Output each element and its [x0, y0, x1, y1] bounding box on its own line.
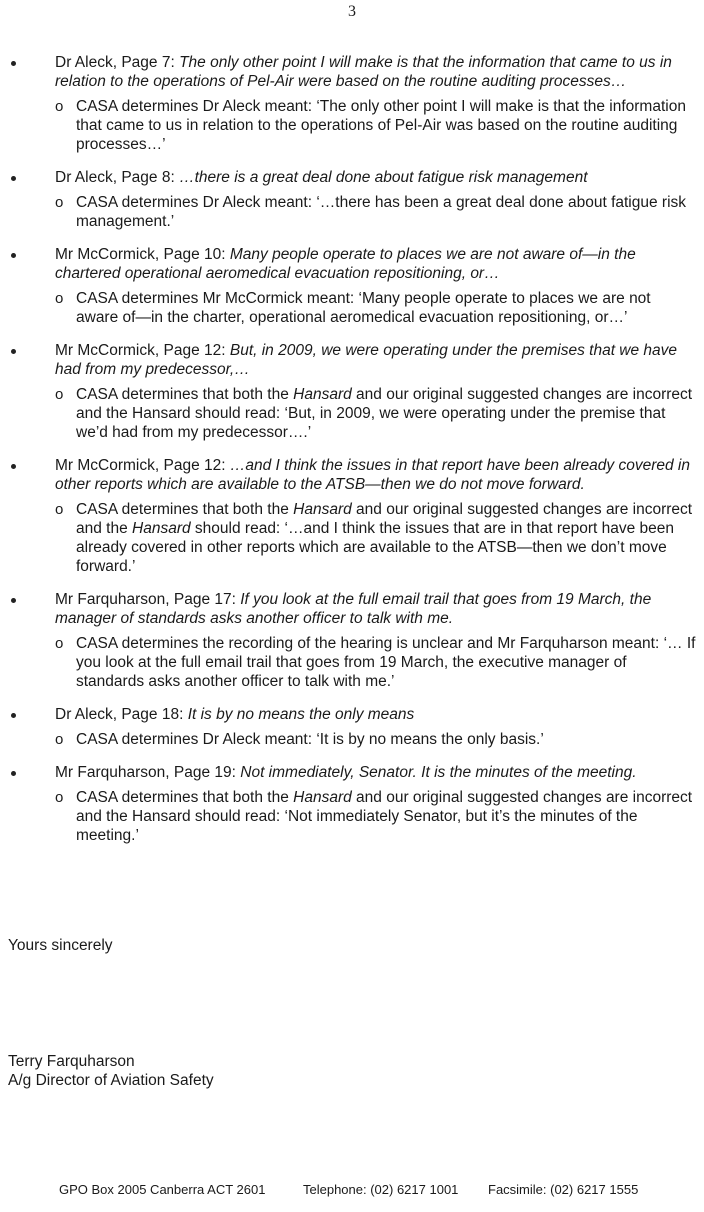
casa-determination: [0, 193, 704, 231]
determination-segment: and our original suggested changes are incorrect and the: [76, 501, 693, 537]
hansard-title: Hansard: [293, 789, 352, 806]
sub-bullet-icon: o: [55, 98, 64, 115]
speaker-reference: Mr Farquharson, Page 17:: [55, 591, 236, 608]
hansard-title: Hansard: [293, 501, 352, 518]
casa-determination: [0, 788, 704, 845]
correction-list: [0, 53, 704, 859]
list-item: [0, 341, 704, 442]
transcript-statement: [55, 705, 694, 724]
determination-text: [76, 500, 696, 576]
list-item: [0, 53, 704, 154]
determination-text: [76, 730, 696, 749]
determination-segment: and our original suggested changes are incorrect and the Hansard should read: ‘But, in 2009, we were operating under the premise that we’d had from my predecessor….’: [76, 386, 693, 441]
list-item: [0, 168, 704, 231]
sub-bullet-icon: o: [55, 386, 64, 403]
determination-text: [76, 634, 696, 691]
casa-determination: [0, 385, 704, 442]
speaker-reference: Mr McCormick, Page 12:: [55, 457, 226, 474]
speaker-reference: Mr Farquharson, Page 19:: [55, 764, 236, 781]
casa-determination: [0, 634, 704, 691]
transcript-statement: [55, 341, 694, 379]
bullet-icon: [11, 464, 16, 469]
bullet-icon: [11, 349, 16, 354]
casa-determination: [0, 97, 704, 154]
bullet-icon: [11, 176, 16, 181]
list-item: [0, 456, 704, 576]
footer-address: GPO Box 2005 Canberra ACT 2601: [59, 1182, 266, 1197]
casa-determination: [0, 730, 704, 749]
determination-segment: CASA determines that both the: [76, 386, 294, 403]
determination-segment: CASA determines that both the: [76, 789, 294, 806]
bullet-icon: [11, 598, 16, 603]
signer-title: A/g Director of Aviation Safety: [8, 1072, 214, 1089]
determination-segment: CASA determines Mr McCormick meant: ‘Many people operate to places we are not aware of—in the charter, operational aeromedical evacuation repositioning, or…’: [76, 290, 651, 326]
signature-block: [8, 1052, 214, 1090]
bullet-icon: [11, 771, 16, 776]
transcript-statement: [55, 590, 694, 628]
hansard-quote: …and I think the issues in that report have been already covered in other reports which are available to the ATSB—then we do not move forward.: [55, 457, 690, 493]
signer-name: Terry Farquharson: [8, 1053, 135, 1070]
list-item: [0, 590, 704, 691]
hansard-quote: …there is a great deal done about fatigue risk management: [179, 169, 588, 186]
sub-bullet-icon: o: [55, 194, 64, 211]
transcript-statement: [55, 456, 694, 494]
determination-segment: CASA determines Dr Aleck meant: ‘The only other point I will make is that the information that came to us in relation to the operations of Pel-Air was based on the routine auditing processes…’: [76, 98, 686, 153]
speaker-reference: Mr McCormick, Page 12:: [55, 342, 226, 359]
list-item: [0, 705, 704, 749]
speaker-reference: Dr Aleck, Page 7:: [55, 54, 175, 71]
casa-determination: [0, 289, 704, 327]
sub-bullet-icon: o: [55, 501, 64, 518]
hansard-quote: The only other point I will make is that the information that came to us in relation to the operations of Pel-Air were based on the routine auditing processes…: [55, 54, 672, 90]
transcript-statement: [55, 168, 694, 187]
determination-segment: CASA determines that both the: [76, 501, 294, 518]
bullet-icon: [11, 253, 16, 258]
closing-salutation: Yours sincerely: [8, 937, 113, 954]
hansard-quote: But, in 2009, we were operating under the premises that we have had from my predecessor,…: [55, 342, 678, 378]
bullet-icon: [11, 61, 16, 66]
sub-bullet-icon: o: [55, 635, 64, 652]
determination-text: [76, 385, 696, 442]
hansard-quote: Not immediately, Senator. It is the minutes of the meeting.: [240, 764, 637, 781]
determination-segment: should read: ‘…and I think the issues that are in that report have been already covered in other reports which are available to the ATSB—then we don’t move forward.’: [76, 520, 675, 575]
determination-text: [76, 788, 696, 845]
determination-text: [76, 97, 696, 154]
bullet-icon: [11, 713, 16, 718]
hansard-title: Hansard: [293, 386, 352, 403]
sub-bullet-icon: o: [55, 731, 64, 748]
list-item: [0, 763, 704, 845]
speaker-reference: Dr Aleck, Page 8:: [55, 169, 175, 186]
determination-segment: CASA determines the recording of the hearing is unclear and Mr Farquharson meant: ‘… If you look at the full email trail that goes from 19 March, the executive manager of standards asks another officer to talk with me.’: [76, 635, 696, 690]
transcript-statement: [55, 245, 694, 283]
sub-bullet-icon: o: [55, 290, 64, 307]
determination-segment: CASA determines Dr Aleck meant: ‘It is by no means the only basis.’: [76, 731, 544, 748]
footer-telephone: Telephone: (02) 6217 1001: [303, 1182, 459, 1197]
determination-text: [76, 193, 696, 231]
speaker-reference: Dr Aleck, Page 18:: [55, 706, 184, 723]
determination-segment: and our original suggested changes are incorrect and the Hansard should read: ‘Not immediately Senator, but it’s the minutes of the meeting.’: [76, 789, 693, 844]
speaker-reference: Mr McCormick, Page 10:: [55, 246, 226, 263]
footer-facsimile: Facsimile: (02) 6217 1555: [488, 1182, 639, 1197]
determination-text: [76, 289, 696, 327]
transcript-statement: [55, 53, 694, 91]
transcript-statement: [55, 763, 694, 782]
determination-segment: CASA determines Dr Aleck meant: ‘…there has been a great deal done about fatigue risk management.’: [76, 194, 687, 230]
page-number: 3: [348, 3, 356, 20]
hansard-quote: It is by no means the only means: [187, 706, 415, 723]
casa-determination: [0, 500, 704, 576]
hansard-title: Hansard: [132, 520, 191, 537]
sub-bullet-icon: o: [55, 789, 64, 806]
list-item: [0, 245, 704, 327]
hansard-quote: Many people operate to places we are not aware of—in the chartered operational aeromedical evacuation repositioning, or…: [55, 246, 636, 282]
hansard-quote: If you look at the full email trail that goes from 19 March, the manager of standards asks another officer to talk with me.: [55, 591, 652, 627]
